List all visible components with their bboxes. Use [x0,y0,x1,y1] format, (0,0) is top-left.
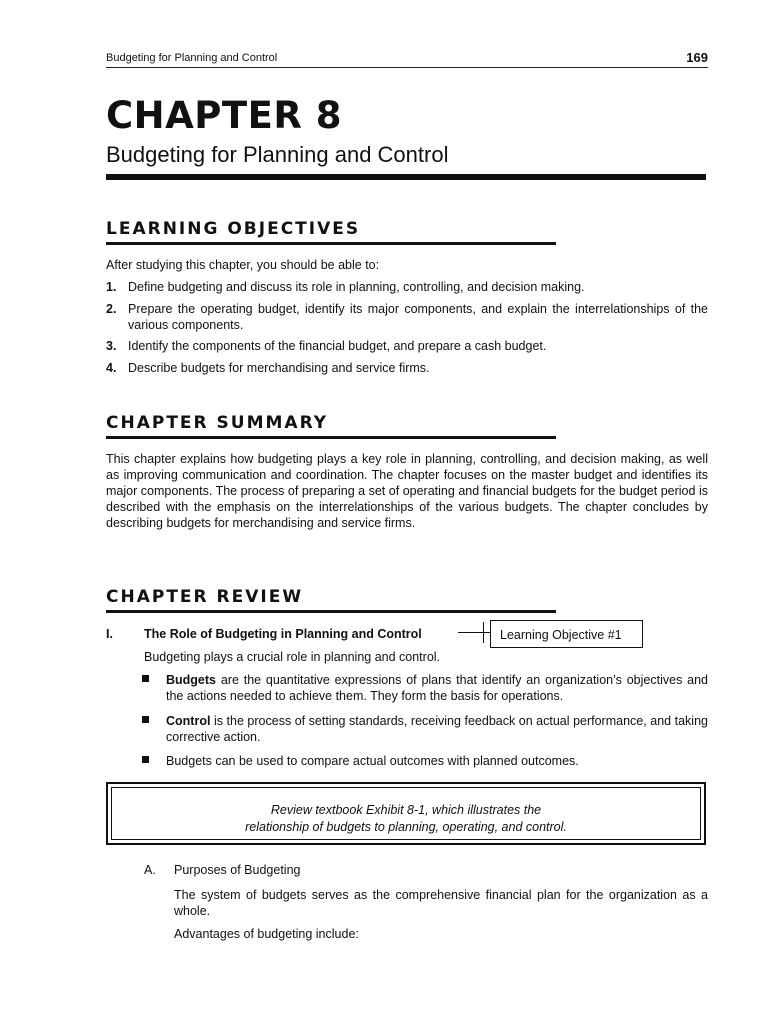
bullet-square-icon [142,756,149,763]
subsection-advantages: Advantages of budgeting include: [174,927,359,941]
header-rule [106,67,708,68]
subsection-title: Purposes of Budgeting [174,863,301,877]
objective-text: Identify the components of the financial budget, and prepare a cash budget. [128,339,547,353]
subsection-text: The system of budgets serves as the comprehensive financial plan for the organization as a whole. [174,888,708,918]
review-callout-inner [111,787,701,840]
bullet-term: Control [166,714,211,728]
review-bullet [166,753,708,769]
objective-number: 2. [106,302,117,316]
chapter-title: CHAPTER 8 [106,94,343,137]
objective-item [106,360,708,376]
bullet-square-icon [142,716,149,723]
learning-objective-connector-tick [483,622,484,643]
chapter-review-rule [106,610,556,613]
chapter-subtitle: Budgeting for Planning and Control [106,142,449,167]
bullet-text: are the quantitative expressions of plans that identify an organization’s objectives and the actions needed to achieve them. They form the basis for operations. [166,673,708,703]
chapter-summary-heading: CHAPTER SUMMARY [106,413,329,433]
review-callout-box [106,782,706,845]
objective-text: Define budgeting and discuss its role in planning, controlling, and decision making. [128,280,585,294]
review-section-title: The Role of Budgeting in Planning and Control [144,627,422,641]
review-intro: Budgeting plays a crucial role in planning and control. [144,650,441,664]
objective-number: 3. [106,339,117,353]
subsection-label: A. [144,863,156,877]
objective-text: Describe budgets for merchandising and service firms. [128,361,430,375]
review-bullet [166,713,708,745]
review-callout-line1: Review textbook Exhibit 8-1, which illustrates the [270,803,542,817]
page-number: 169 [686,50,708,65]
chapter-review-heading: CHAPTER REVIEW [106,587,304,607]
objective-item [106,301,708,333]
objective-number: 1. [106,280,117,294]
review-section-number: I. [106,627,113,641]
learning-objective-connector [458,632,490,633]
bullet-term: Budgets [166,673,216,687]
review-callout-text [112,802,700,836]
chapter-rule [106,174,706,180]
running-header: Budgeting for Planning and Control [106,52,278,64]
objective-text: Prepare the operating budget, identify its major components, and explain the interrelationships of the various components. [128,302,708,332]
bullet-square-icon [142,675,149,682]
learning-objectives-rule [106,242,556,245]
chapter-summary-rule [106,436,556,439]
objective-item [106,338,708,354]
chapter-summary-text: This chapter explains how budgeting plays a key role in planning, controlling, and decision making, as well as improving communication and coordination. The chapter focuses on the master budget and identifies its major components. The process of preparing a set of operating and financial budgets for the budget period is described with the emphasis on the interrelationships of the various budgets. The chapter concludes by describing budgets for merchandising and service firms. [106,452,708,530]
objectives-intro: After studying this chapter, you should be able to: [106,258,380,272]
learning-objectives-heading: LEARNING OBJECTIVES [106,219,361,239]
review-callout-line2: relationship of budgets to planning, operating, and control. [245,820,567,834]
learning-objective-box: Learning Objective #1 [490,620,643,648]
review-bullet [166,672,708,704]
objective-number: 4. [106,361,117,375]
objective-item [106,279,708,295]
bullet-text: is the process of setting standards, receiving feedback on actual performance, and taking corrective action. [166,714,708,744]
bullet-text: Budgets can be used to compare actual outcomes with planned outcomes. [166,754,579,768]
